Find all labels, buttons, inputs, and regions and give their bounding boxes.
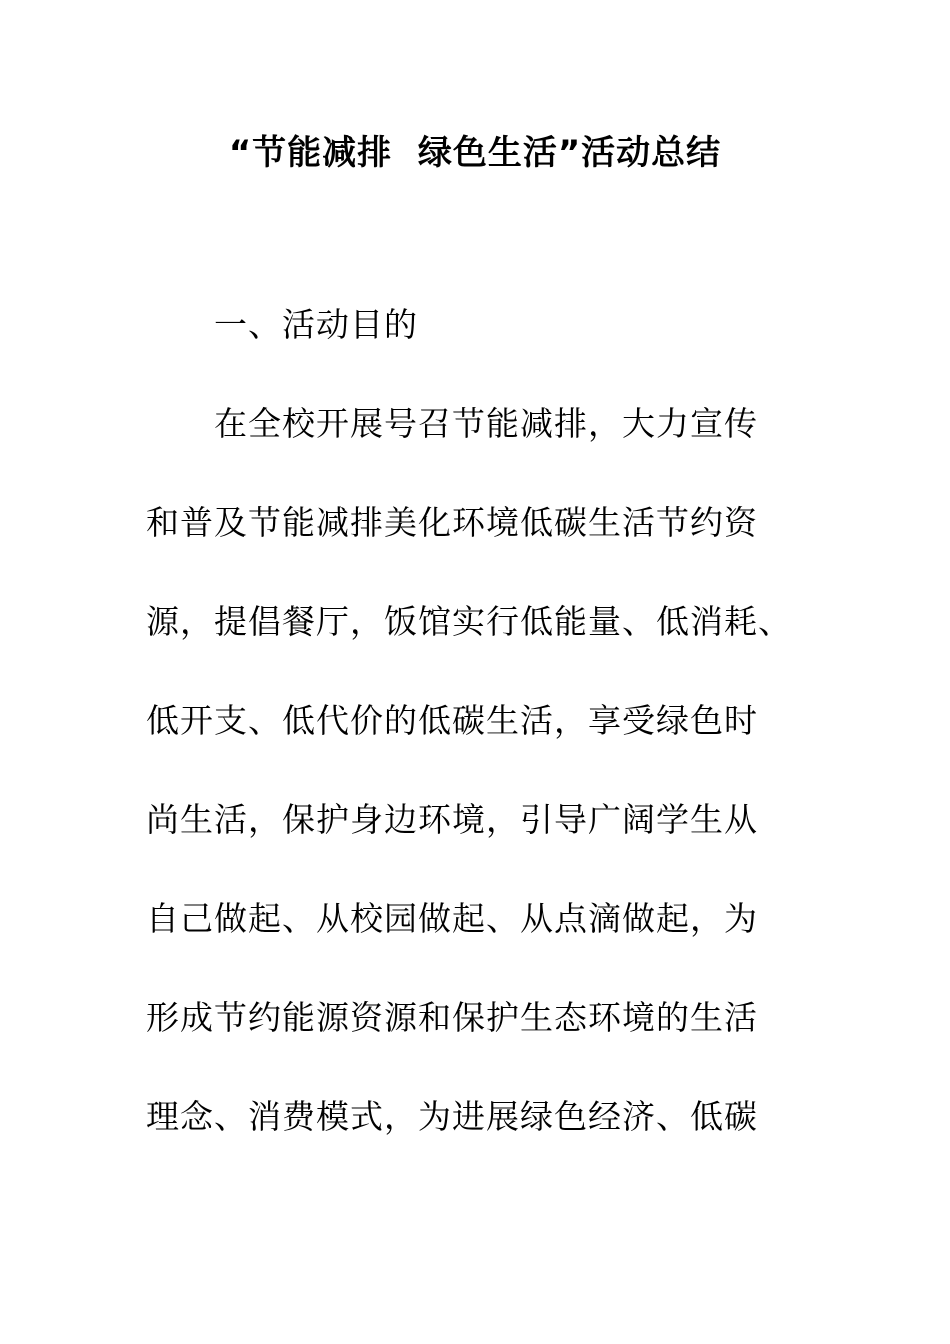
paragraph-line: 在全校开展号召节能减排，大力宣传 — [214, 404, 758, 443]
paragraph-line: 和普及节能减排美化环境低碳生活节约资 — [146, 503, 758, 542]
paragraph-line: 自己做起、从校园做起、从点滴做起，为 — [146, 899, 758, 938]
paragraph-line: 理念、消费模式，为进展绿色经济、低碳 — [146, 1097, 758, 1136]
paragraph-line: 形成节约能源资源和保护生态环境的生活 — [146, 998, 758, 1037]
paragraph-line: 尚生活，保护身边环境，引导广阔学生从 — [146, 800, 758, 839]
paragraph-line: 源，提倡餐厅，饭馆实行低能量、低消耗、 — [146, 602, 792, 641]
document-title: “节能减排 绿色生活”活动总结 — [228, 133, 722, 173]
paragraph-line: 低开支、低代价的低碳生活，享受绿色时 — [146, 701, 758, 740]
section-heading: 一、活动目的 — [214, 305, 418, 344]
